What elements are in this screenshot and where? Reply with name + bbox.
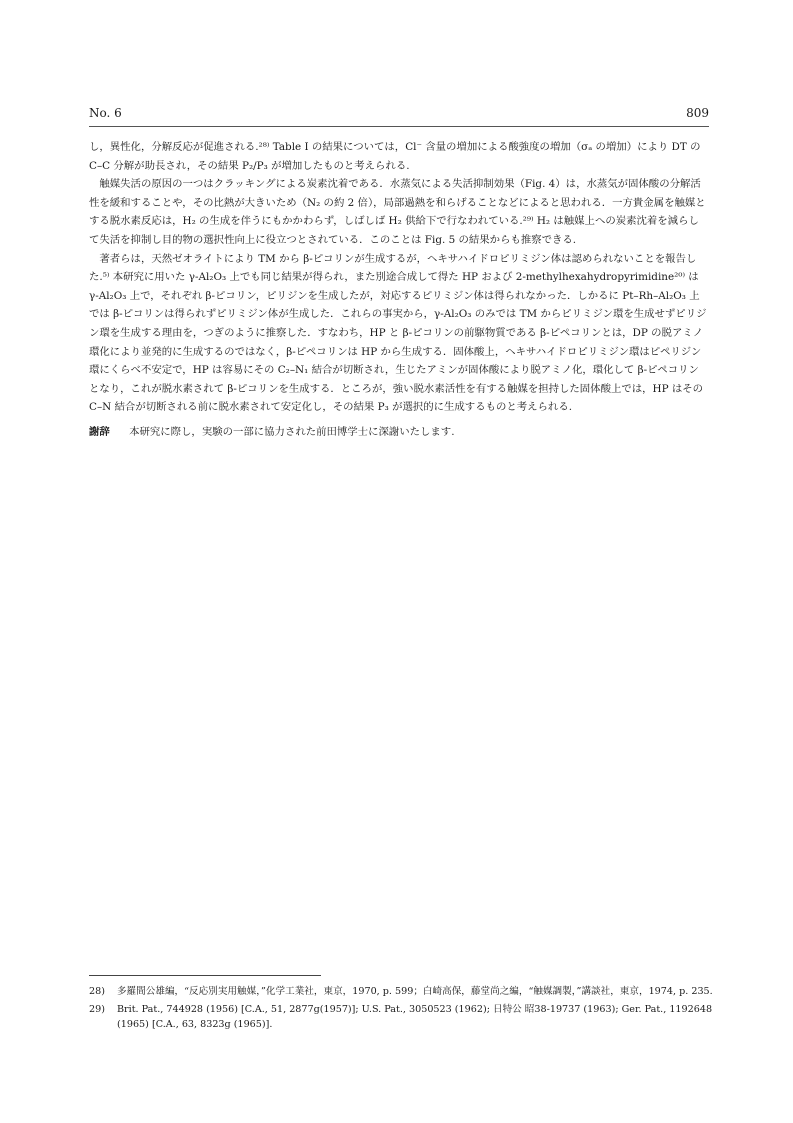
paragraph-3: 著者らは，天然ゼオライトにより TM から β-ピコリンが生成するが，ヘキサハイドロピリミジン体は認められないことを報告した.⁵⁾ 本研究に用いた γ-Al₂O₃ 上でも同じ結果が得られ，また別途合成して得た HP および 2-methylhexahydropyrimidine²⁰⁾ は γ-Al₂O₃ 上で，それぞれ β-ピコリン，ピリジンを生成したが，対応するピリミジン体は得られなかった．しかるに Pt–Rh–Al₂O₃ 上では β-ピコリンは得られずピリミジン体が生成した．これらの事実から，γ-Al₂O₃ のみでは TM からピリミジン環を生成せずピリジン環を生成する理由を，つぎのように推察した．すなわち，HP と β-ピコリンの前駆物質である β-ピペコリンとは，DP の脱アミノ環化により並発的に生成するのではなく，β-ピペコリンは HP から生成する．固体酸上，ヘキサハイドロピリミジン環はピペリジン環にくらべ不安定で，HP は容易にその C₂–N₁ 結合が切断され，生じたアミンが固体酸により脱アミノ化，環化して β-ピペコリンとなり，これが脱水素されて β-ピコリンを生成する．ところが，強い脱水素活性を有する触媒を担持した固体酸上では，HP はその C–N 結合が切断される前に脱水素されて安定化し，その結果 P₃ が選択的に生成するものと考えられる. bbox=[89, 252, 707, 414]
acknowledgment-text: 本研究に際し，実験の一部に協力された前田博学士に深謝いたします. bbox=[129, 425, 455, 438]
body-text bbox=[89, 138, 709, 442]
footnote-text: Brit. Pat., 744928 (1956) [C.A., 51, 2877g(1957)]; U.S. Pat., 3050523 (1962); 日特公 昭38-19737 (1963); Ger. Pat., 1192648 (1965) [C.A., 63, 8323g (1965)]. bbox=[117, 1003, 713, 1030]
page-header bbox=[89, 106, 709, 124]
footnote-number: 28) bbox=[89, 986, 105, 997]
page-number: 809 bbox=[686, 106, 709, 120]
footnote-text: 多羅間公雄編，“反応別実用触媒，”化学工業社，東京，1970, p. 599；白崎高保，藤堂尚之編，“触媒調製，”講談社，東京，1974, p. 235. bbox=[117, 986, 713, 997]
paragraph-2: 触媒失活の原因の一つはクラッキングによる炭素沈着である．水蒸気による失活抑制効果（Fig. 4）は，水蒸気が固体酸の分解活性を緩和することや，その比熱が大きいため（N₂ の約 2 倍），局部過熱を和らげることなどによると思われる．一方貴金属を触媒とする脱水素反応は，H₂ の生成を伴うにもかかわらず，しばしば H₂ 供給下で行なわれている.²⁹⁾ H₂ は触媒上への炭素沈着を減らして失活を抑制し目的物の選択性向上に役立つとされている．このことは Fig. 5 の結果からも推察できる. bbox=[89, 178, 706, 246]
issue-number: No. 6 bbox=[89, 106, 122, 120]
acknowledgment-label: 謝辞 bbox=[89, 425, 110, 438]
footnote-number: 29) bbox=[89, 1003, 105, 1015]
paragraph-1: し，異性化，分解反応が促進される.²⁸⁾ Table I の結果については，Cl⁻ 含量の増加による酸強度の増加（σₐ の増加）により DT の C–C 分解が助長され，その結果 P₂/P₃ が増加したものと考えられる. bbox=[89, 141, 701, 172]
footnote-28 bbox=[89, 984, 714, 1000]
acknowledgment bbox=[89, 423, 709, 442]
footnote-29 bbox=[89, 1002, 714, 1033]
footnote-rule bbox=[89, 975, 321, 976]
header-rule bbox=[89, 126, 709, 127]
footnotes bbox=[89, 984, 714, 1035]
